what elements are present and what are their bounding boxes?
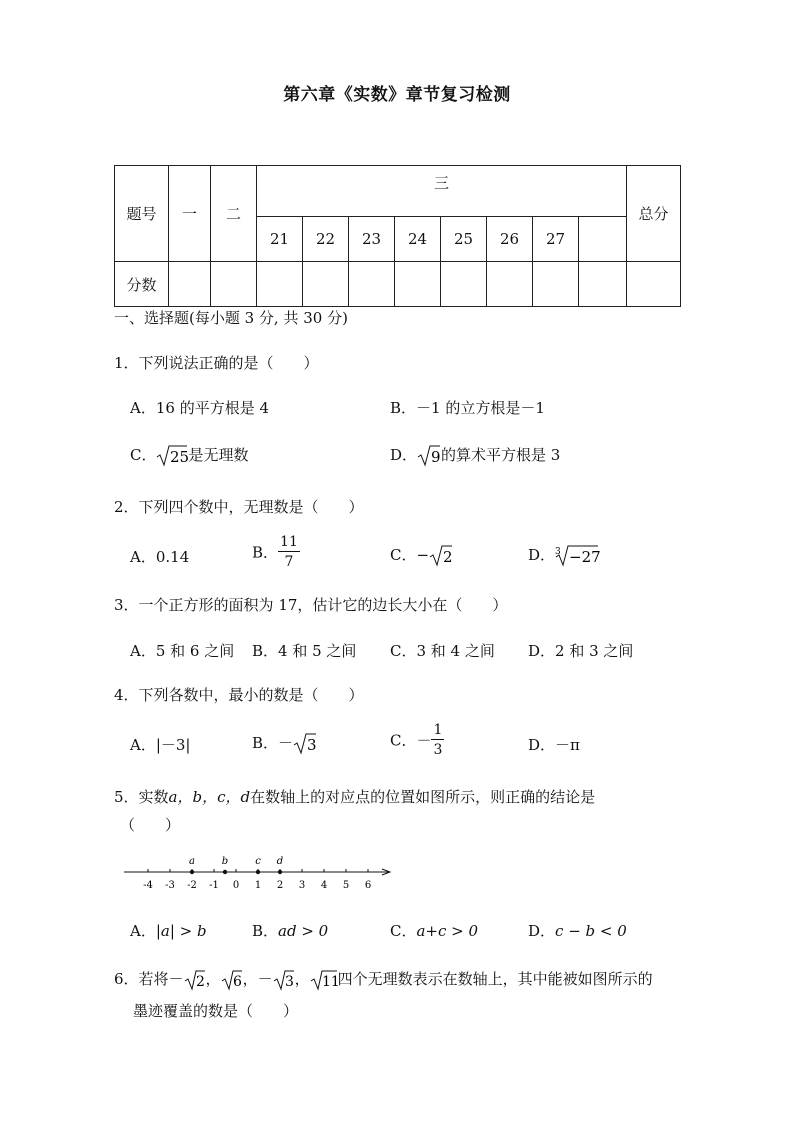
q3-option-c[interactable]: C．3 和 4 之间 xyxy=(390,642,495,660)
point-c xyxy=(256,870,260,874)
option-value: 0.14 xyxy=(155,548,190,566)
option-prefix: B．－ xyxy=(252,734,294,752)
q3-option-a[interactable]: A．5 和 6 之间 xyxy=(130,642,235,660)
section-heading: 一、选择题(每小题 3 分, 共 30 分) xyxy=(114,309,348,327)
radicand: 25 xyxy=(170,448,190,466)
sqrt-symbol xyxy=(417,444,441,468)
denominator: 7 xyxy=(284,554,294,570)
q4-stem: 4．下列各数中，最小的数是（ ） xyxy=(114,686,364,704)
sub-number: 24 xyxy=(395,217,441,262)
sub-number: 22 xyxy=(303,217,349,262)
q4-option-a[interactable]: A．|－3| xyxy=(130,736,191,754)
point-label-d: d xyxy=(276,856,284,867)
q1-option-d[interactable] xyxy=(390,444,560,468)
radicand: 9 xyxy=(431,448,441,466)
stem-text: 在数轴上的对应点的位置如图所示，则正确的结论是 xyxy=(250,788,596,806)
q2-option-b[interactable] xyxy=(252,535,300,569)
sqrt-symbol xyxy=(429,544,453,568)
q6-stem-line2: 墨迹覆盖的数是（ ） xyxy=(133,1002,299,1020)
q1-option-b[interactable]: B．－1 的立方根是－1 xyxy=(390,399,545,417)
tick-label: 3 xyxy=(298,880,306,891)
variable-list: a，b，c，d xyxy=(168,788,251,806)
point-label-c: c xyxy=(255,856,261,867)
sub-number: 25 xyxy=(441,217,487,262)
radicand: 3 xyxy=(284,974,294,990)
score-table xyxy=(114,165,681,307)
option-prefix: B． xyxy=(252,922,279,940)
q2-stem: 2．下列四个数中，无理数是（ ） xyxy=(114,498,364,516)
option-prefix: C． xyxy=(390,922,417,940)
sqrt-symbol xyxy=(273,969,295,991)
option-suffix: 是无理数 xyxy=(188,446,249,464)
q3-option-d[interactable]: D．2 和 3 之间 xyxy=(528,642,634,660)
minus-sign: − xyxy=(416,546,430,564)
q5-option-c[interactable] xyxy=(390,920,478,941)
sub-number: 23 xyxy=(349,217,395,262)
option-prefix: C．－ xyxy=(390,731,432,750)
q6-stem xyxy=(114,968,653,991)
point-a xyxy=(190,870,194,874)
separator: ，－ xyxy=(242,970,273,988)
tick-label: 5 xyxy=(342,880,350,891)
score-label: 分数 xyxy=(115,262,169,307)
number-line xyxy=(120,850,400,894)
option-expression: a+c > 0 xyxy=(416,922,479,940)
stem-text: 四个无理数表示在数轴上，其中能被如图所示的 xyxy=(337,970,653,988)
q5-option-b[interactable] xyxy=(252,920,328,941)
sqrt-symbol xyxy=(156,444,188,468)
sqrt-symbol xyxy=(293,732,317,756)
q5-option-a[interactable] xyxy=(130,920,207,941)
q5-stem xyxy=(114,786,595,807)
score-cell[interactable] xyxy=(579,262,627,307)
question-no-label: 题号 xyxy=(115,166,169,262)
radicand: 2 xyxy=(195,974,205,990)
score-cell[interactable] xyxy=(303,262,349,307)
option-prefix: C． xyxy=(130,446,157,464)
tick-label: -2 xyxy=(187,880,197,891)
sqrt-symbol xyxy=(184,969,206,991)
score-cell[interactable] xyxy=(533,262,579,307)
q3-stem: 3．一个正方形的面积为 17，估计它的边长大小在（ ） xyxy=(114,596,508,614)
option-prefix: C． xyxy=(390,546,417,564)
q2-option-c[interactable] xyxy=(390,544,453,568)
tick-label: 2 xyxy=(276,880,284,891)
part2-header: 二 xyxy=(211,166,257,262)
sub-number-blank xyxy=(579,217,627,262)
score-cell[interactable] xyxy=(487,262,533,307)
score-cell[interactable] xyxy=(211,262,257,307)
q3-option-b[interactable]: B．4 和 5 之间 xyxy=(252,642,357,660)
q4-option-d[interactable]: D．－π xyxy=(528,736,580,754)
point-label-a: a xyxy=(189,856,195,867)
tick-label: -1 xyxy=(209,880,219,891)
numerator: 11 xyxy=(280,534,298,550)
page-title: 第六章《实数》章节复习检测 xyxy=(283,85,511,105)
q5-stem-line2: （ ） xyxy=(120,816,181,834)
separator: ， xyxy=(294,970,310,988)
score-cell[interactable] xyxy=(627,262,681,307)
q4-option-b[interactable] xyxy=(252,732,317,756)
q1-option-a[interactable]: A．16 的平方根是 4 xyxy=(130,399,269,417)
radicand: 2 xyxy=(443,548,453,566)
root-index: 3 xyxy=(555,547,561,557)
point-d xyxy=(278,870,282,874)
q1-stem: 1．下列说法正确的是（ ） xyxy=(114,354,319,372)
tick-label: -3 xyxy=(165,880,175,891)
stem-text: 6．若将－ xyxy=(114,970,184,988)
score-cell[interactable] xyxy=(169,262,211,307)
q2-option-d[interactable] xyxy=(528,544,599,568)
point-b xyxy=(223,870,227,874)
radicand: 6 xyxy=(232,974,242,990)
tick-label: 6 xyxy=(364,880,372,891)
tick-label: 1 xyxy=(254,880,262,891)
part1-header: 一 xyxy=(169,166,211,262)
score-cell[interactable] xyxy=(257,262,303,307)
fraction xyxy=(278,535,300,569)
q5-option-d[interactable] xyxy=(528,920,627,941)
option-prefix: D． xyxy=(528,922,556,940)
sqrt-symbol xyxy=(221,969,243,991)
option-expression: |a| > b xyxy=(155,922,207,940)
stem-text: 5．实数 xyxy=(114,788,169,806)
option-prefix: A． xyxy=(130,922,156,940)
score-cell[interactable] xyxy=(395,262,441,307)
option-suffix: 的算术平方根是 3 xyxy=(441,446,561,464)
option-prefix: B． xyxy=(252,543,279,562)
radicand: 11 xyxy=(321,974,340,990)
option-expression: c − b < 0 xyxy=(555,922,627,940)
part3-header: 三 xyxy=(257,166,627,217)
score-cell[interactable] xyxy=(441,262,487,307)
total-header: 总分 xyxy=(627,166,681,262)
denominator: 3 xyxy=(433,742,443,758)
option-prefix: A． xyxy=(130,548,156,566)
tick-label: 0 xyxy=(232,880,240,891)
option-prefix: D． xyxy=(528,546,556,564)
sqrt-symbol xyxy=(310,969,338,991)
cube-root-symbol xyxy=(555,544,599,568)
point-label-b: b xyxy=(221,856,229,867)
radicand: 3 xyxy=(307,736,317,754)
numerator: 1 xyxy=(433,722,443,738)
tick-label: -4 xyxy=(143,880,153,891)
score-cell[interactable] xyxy=(349,262,395,307)
sub-number: 26 xyxy=(487,217,533,262)
separator: ， xyxy=(205,970,221,988)
tick-label: 4 xyxy=(320,880,328,891)
q4-option-c[interactable] xyxy=(390,723,444,757)
sub-number: 27 xyxy=(533,217,579,262)
fraction xyxy=(431,723,444,757)
radicand: −27 xyxy=(569,548,601,566)
q2-option-a[interactable] xyxy=(130,546,189,567)
option-expression: ad > 0 xyxy=(278,922,329,940)
option-prefix: D． xyxy=(390,446,418,464)
q1-option-c[interactable] xyxy=(130,444,249,468)
sub-number: 21 xyxy=(257,217,303,262)
